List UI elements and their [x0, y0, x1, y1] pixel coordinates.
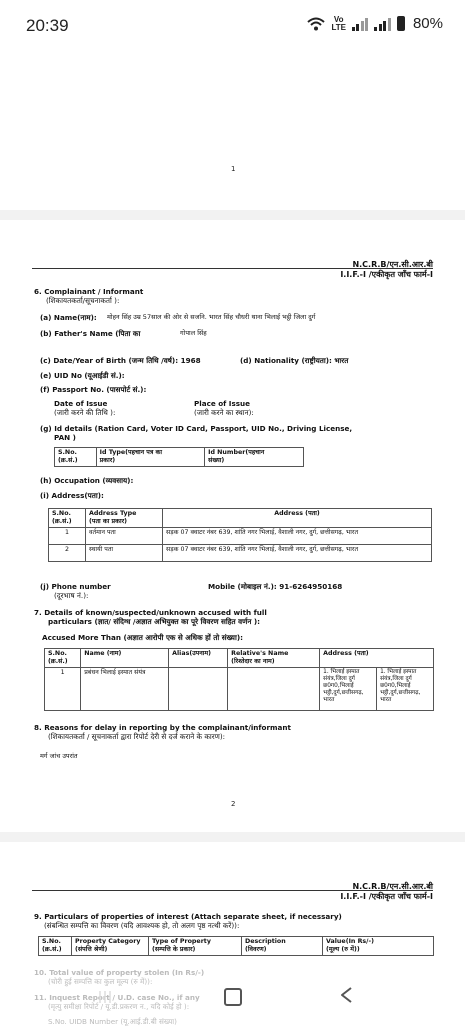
address-table — [48, 508, 432, 562]
name-label: (a) Name(नाम): — [40, 313, 97, 322]
page-separator — [0, 210, 465, 220]
col-address: Address (पता) — [163, 509, 432, 528]
page-number: 2 — [231, 800, 236, 808]
col-type: Type of Property (सम्पत्ति के प्रकार) — [149, 937, 242, 956]
cell-address-type: स्थायी पता — [86, 545, 163, 562]
table-row — [45, 668, 434, 711]
col-address-type: Address Type (पता का प्रकार) — [86, 509, 163, 528]
passport-label: (f) Passport No. (पासपोर्ट सं.): — [40, 385, 147, 394]
section-7-title-2: particulars (ज्ञात/ संदिग्ध /अज्ञात अभियुक्त का पूरे विवरण सहित वर्णन ): — [48, 617, 261, 626]
cell-sno: 2 — [49, 545, 86, 562]
col-category: Property Category (संपत्ति श्रेणी) — [72, 937, 149, 956]
property-table — [38, 936, 434, 956]
section-11-title: 11. Inquest Report / U.D. case No., if any — [34, 993, 200, 1002]
section-6-title-hi: (शिकायतकर्ता/सूचनाकर्ता ): — [46, 296, 120, 305]
col-alias: Alias(उपनाम) — [169, 649, 228, 668]
table-row — [49, 528, 432, 545]
dob-label: (c) Date/Year of Birth (जन्म तिथि /वर्ष): 1968 — [40, 356, 201, 365]
id-details-label-2: PAN ) — [54, 433, 76, 442]
col-address: Address (पता) — [320, 649, 434, 668]
header-rule — [32, 890, 433, 891]
table-header-row — [49, 509, 432, 528]
section-9-title-hi: (संबन्धित सम्पत्ति का विवरण (यदि आवश्यक हो, तो अलग पृष्ठ नत्थी करें)): — [44, 921, 240, 930]
col-sno: S.No. (क्र.सं.) — [45, 649, 81, 668]
delay-value: मर्ग जांच उपरांत — [40, 752, 78, 760]
section-8-title: 8. Reasons for delay in reporting by the complainant/informant — [34, 723, 291, 732]
header-rule — [32, 268, 433, 269]
poi-label: Place of Issue — [194, 399, 251, 408]
recent-apps-icon[interactable] — [98, 990, 112, 1004]
phone-hi: (दूरभाष नं.): — [54, 591, 89, 600]
form-header — [340, 882, 433, 902]
volte-top: Vo — [333, 14, 344, 24]
signal-icon-2 — [374, 17, 391, 31]
cell-address-1: 1. भिलाई इस्पात संयंत्र,जिला दुर्ग छ0ग0,भिलाई भट्ठी,दुर्ग,छत्तीसगढ़, भारत — [320, 668, 377, 711]
poi-hi: (जारी करने का स्थान): — [194, 408, 254, 417]
volte-icon — [331, 16, 346, 32]
table-header-row — [55, 448, 304, 467]
cell-address-type: वर्तमान पता — [86, 528, 163, 545]
table-header-row — [45, 649, 434, 668]
wifi-icon — [307, 17, 325, 31]
id-table — [54, 447, 304, 467]
address-label: (i) Address(पता): — [40, 491, 104, 500]
id-details-label: (g) Id details (Ration Card, Voter ID Card, Passport, UID No., Driving License, — [40, 424, 353, 433]
col-relative: Relative's Name (रिश्तेदार का नाम) — [228, 649, 320, 668]
occupation-label: (h) Occupation (व्यवसाय): — [40, 476, 134, 485]
table-row — [49, 545, 432, 562]
phone-label: (j) Phone number — [40, 582, 111, 591]
cell-sno: 1 — [49, 528, 86, 545]
cell-alias — [169, 668, 228, 711]
header-line-2: I.I.F.-I /एकीकृत जाँच फार्म-I — [340, 270, 433, 279]
col-name: Name (नाम) — [81, 649, 169, 668]
section-7-title: 7. Details of known/suspected/unknown accused with full — [34, 608, 267, 617]
uid-label: (e) UID No (यूआईडी सं.): — [40, 371, 125, 380]
col-sno: S.No. (क्र.सं.) — [55, 448, 97, 467]
doi-label: Date of Issue — [54, 399, 108, 408]
header-line-1: N.C.R.B/एन.सी.आर.बी — [352, 260, 433, 269]
section-11-title-hi: (मृत्यु समीक्षा रिपोर्ट / यू.डी.प्रकरण न., यदि कोई हो ): — [48, 1002, 190, 1011]
volte-bottom: LTE — [331, 22, 346, 32]
nationality-label: (d) Nationality (राष्ट्रीयता): भारत — [240, 356, 349, 365]
battery-percent: 80% — [412, 15, 443, 32]
page-2 — [0, 220, 465, 832]
section-10-title-hi: (चोरी हुई सम्पत्ति का कुल मूल्य (रु में)): — [48, 977, 153, 986]
page-1 — [0, 52, 465, 210]
cell-relative — [228, 668, 320, 711]
section-9-title: 9. Particulars of properties of interest (Attach separate sheet, if necessary) — [34, 912, 342, 921]
form-header — [340, 260, 433, 280]
mobile-label: Mobile (मोबाइल नं.): 91-6264950168 — [208, 582, 343, 591]
status-icons — [307, 15, 443, 32]
header-line-2: I.I.F.-I /एकीकृत जाँच फार्म-I — [340, 892, 433, 901]
accused-more-than: Accused More Than (अज्ञात आरोपी एक से अधिक हों तो संख्या): — [42, 633, 243, 642]
cell-sno: 1 — [45, 668, 81, 711]
cell-address: सड़क 07 क्वाटर नंबर 639, शांति नगर भिलाई, वैशाली नगर, दुर्ग, छत्तीसगढ़, भारत — [163, 545, 432, 562]
status-bar — [0, 0, 465, 52]
col-sno: S.No. (क्र.सं.) — [39, 937, 72, 956]
doi-hi: (जारी करने की तिथि ): — [54, 408, 116, 417]
col-id-number: Id Number(पहचान संख्या) — [205, 448, 304, 467]
cell-address-2: 1. भिलाई इस्पात संयंत्र,जिला दुर्ग छ0ग0,भिलाई भट्ठी,दुर्ग,छत्तीसगढ़, भारत — [377, 668, 434, 711]
home-icon[interactable] — [224, 988, 242, 1006]
section-12-partial: S.No. UIDB Number (यू.आई.डी.बी संख्या) — [48, 1017, 177, 1026]
battery-icon — [397, 16, 405, 31]
col-description: Description (विवरण) — [242, 937, 323, 956]
status-time: 20:39 — [26, 16, 69, 35]
page-number: 1 — [231, 165, 236, 173]
back-icon[interactable] — [338, 986, 356, 1004]
cell-address: सड़क 07 क्वाटर नंबर 639, शांति नगर भिलाई, वैशाली नगर, दुर्ग, छत्तीसगढ़, भारत — [163, 528, 432, 545]
header-line-1: N.C.R.B/एन.सी.आर.बी — [352, 882, 433, 891]
page-separator — [0, 832, 465, 842]
accused-table — [44, 648, 434, 711]
section-8-title-hi: (शिकायतकर्ता / सूचनाकर्ता द्वारा रिपोर्ट देरी से दर्ज कराने के कारण): — [48, 732, 226, 741]
father-value: गोपाल सिंह — [180, 329, 207, 337]
col-sno: S.No. (क्र.सं.) — [49, 509, 86, 528]
cell-name: प्रबंधन भिलाई इस्पात संयंत्र — [81, 668, 169, 711]
col-value: Value(In Rs/-) (मूल्य (रु में)) — [323, 937, 434, 956]
section-6-title: 6. Complainant / Informant — [34, 287, 144, 296]
father-label: (b) Father's Name (पिता का — [40, 329, 141, 338]
col-id-type: Id Type(पहचान पत्र का प्रकार) — [96, 448, 204, 467]
name-value: मोहन सिंह उम्र 57साल की ओर से सजनि. भारत सिंह चौधरी थाना भिलाई भट्ठी जिला दुर्ग — [107, 313, 316, 321]
section-10-title: 10. Total value of property stolen (In Rs/-) — [34, 968, 205, 977]
table-header-row — [39, 937, 434, 956]
signal-icon-1 — [352, 17, 369, 31]
